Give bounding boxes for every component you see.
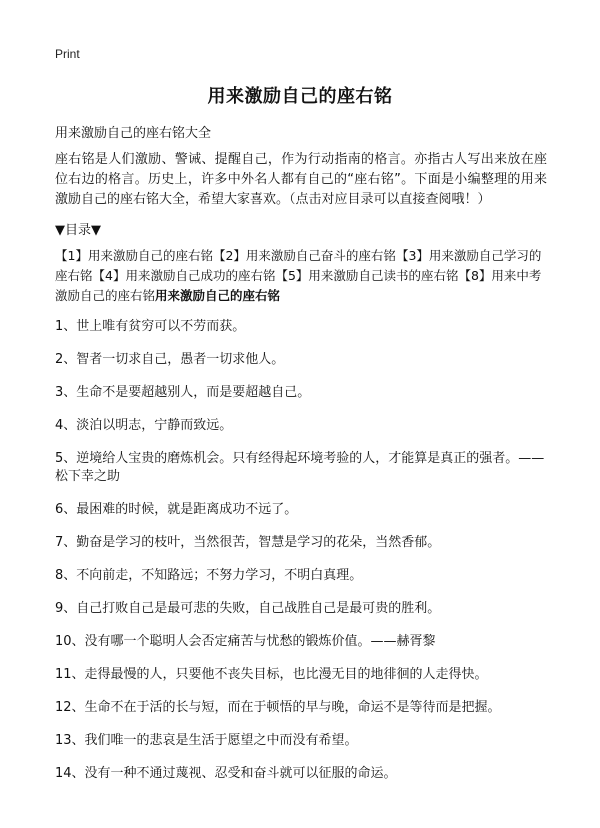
table-of-contents [55, 246, 550, 306]
list-item: 11、走得最慢的人，只要他不丧失目标，也比漫无目的地徘徊的人走得快。 [55, 667, 488, 682]
list-item: 8、不向前走，不知路远；不努力学习，不明白真理。 [55, 568, 363, 583]
list-item: 12、生命不在于活的长与短，而在于顿悟的早与晚，命运不是等待而是把握。 [55, 700, 501, 715]
toc-link-2[interactable]: 【2】用来激励自己奋斗的座右铭 [212, 248, 396, 263]
page-title: 用来激励自己的座右铭 [207, 86, 393, 107]
toc-link-4[interactable]: 【4】用来激励自己成功的座右铭 [92, 268, 276, 283]
list-item: 7、勤奋是学习的枝叶，当然很苦，智慧是学习的花朵，当然香郁。 [55, 535, 441, 550]
list-item: 2、智者一切求自己，愚者一切求他人。 [55, 352, 285, 367]
toc-heading: ▼目录▼ [55, 223, 101, 238]
list-item: 1、世上唯有贫穷可以不劳而获。 [55, 319, 246, 334]
page-subtitle: 用来激励自己的座右铭大全 [55, 126, 212, 141]
list-item: 10、没有哪一个聪明人会否定痛苦与忧愁的锻炼价值。——赫胥黎 [55, 634, 436, 649]
list-item: 5、逆境给人宝贵的磨炼机会。只有经得起环境考验的人，才能算是真正的强者。——松下幸之助 [55, 451, 545, 484]
motto-list [55, 318, 550, 798]
toc-link-8[interactable]: 【8】用来中考激励自己的座右铭 [55, 268, 542, 303]
toc-current-heading: 用来激励自己的座右铭 [155, 288, 281, 303]
toc-link-5[interactable]: 【5】用来激励自己读书的座右铭 [275, 268, 459, 283]
list-item: 9、自己打败自己是最可悲的失败，自己战胜自己是最可贵的胜利。 [55, 601, 441, 616]
list-item: 3、生命不是要超越别人，而是要超越自己。 [55, 385, 311, 400]
list-item: 6、最困难的时候，就是距离成功不远了。 [55, 502, 298, 517]
list-item: 13、我们唯一的悲哀是生活于愿望之中而没有希望。 [55, 733, 358, 748]
list-item: 14、没有一种不通过蔑视、忍受和奋斗就可以征服的命运。 [55, 766, 397, 781]
toc-link-1[interactable]: 【1】用来激励自己的座右铭 [55, 248, 213, 263]
print-label[interactable]: Print [55, 47, 80, 61]
toc-link-3[interactable]: 【3】用来激励自己学习的座右铭 [55, 248, 542, 283]
list-item: 4、淡泊以明志，宁静而致远。 [55, 418, 233, 433]
intro-paragraph: 座右铭是人们激励、警诫、提醒自己，作为行动指南的格言。亦指古人写出来放在座位右边的格言。历史上，许多中外名人都有自己的“座右铭”。下面是小编整理的用来激励自己的座右铭大全，希望大家喜欢。（点击对应目录可以直接查阅哦！） [55, 152, 547, 207]
